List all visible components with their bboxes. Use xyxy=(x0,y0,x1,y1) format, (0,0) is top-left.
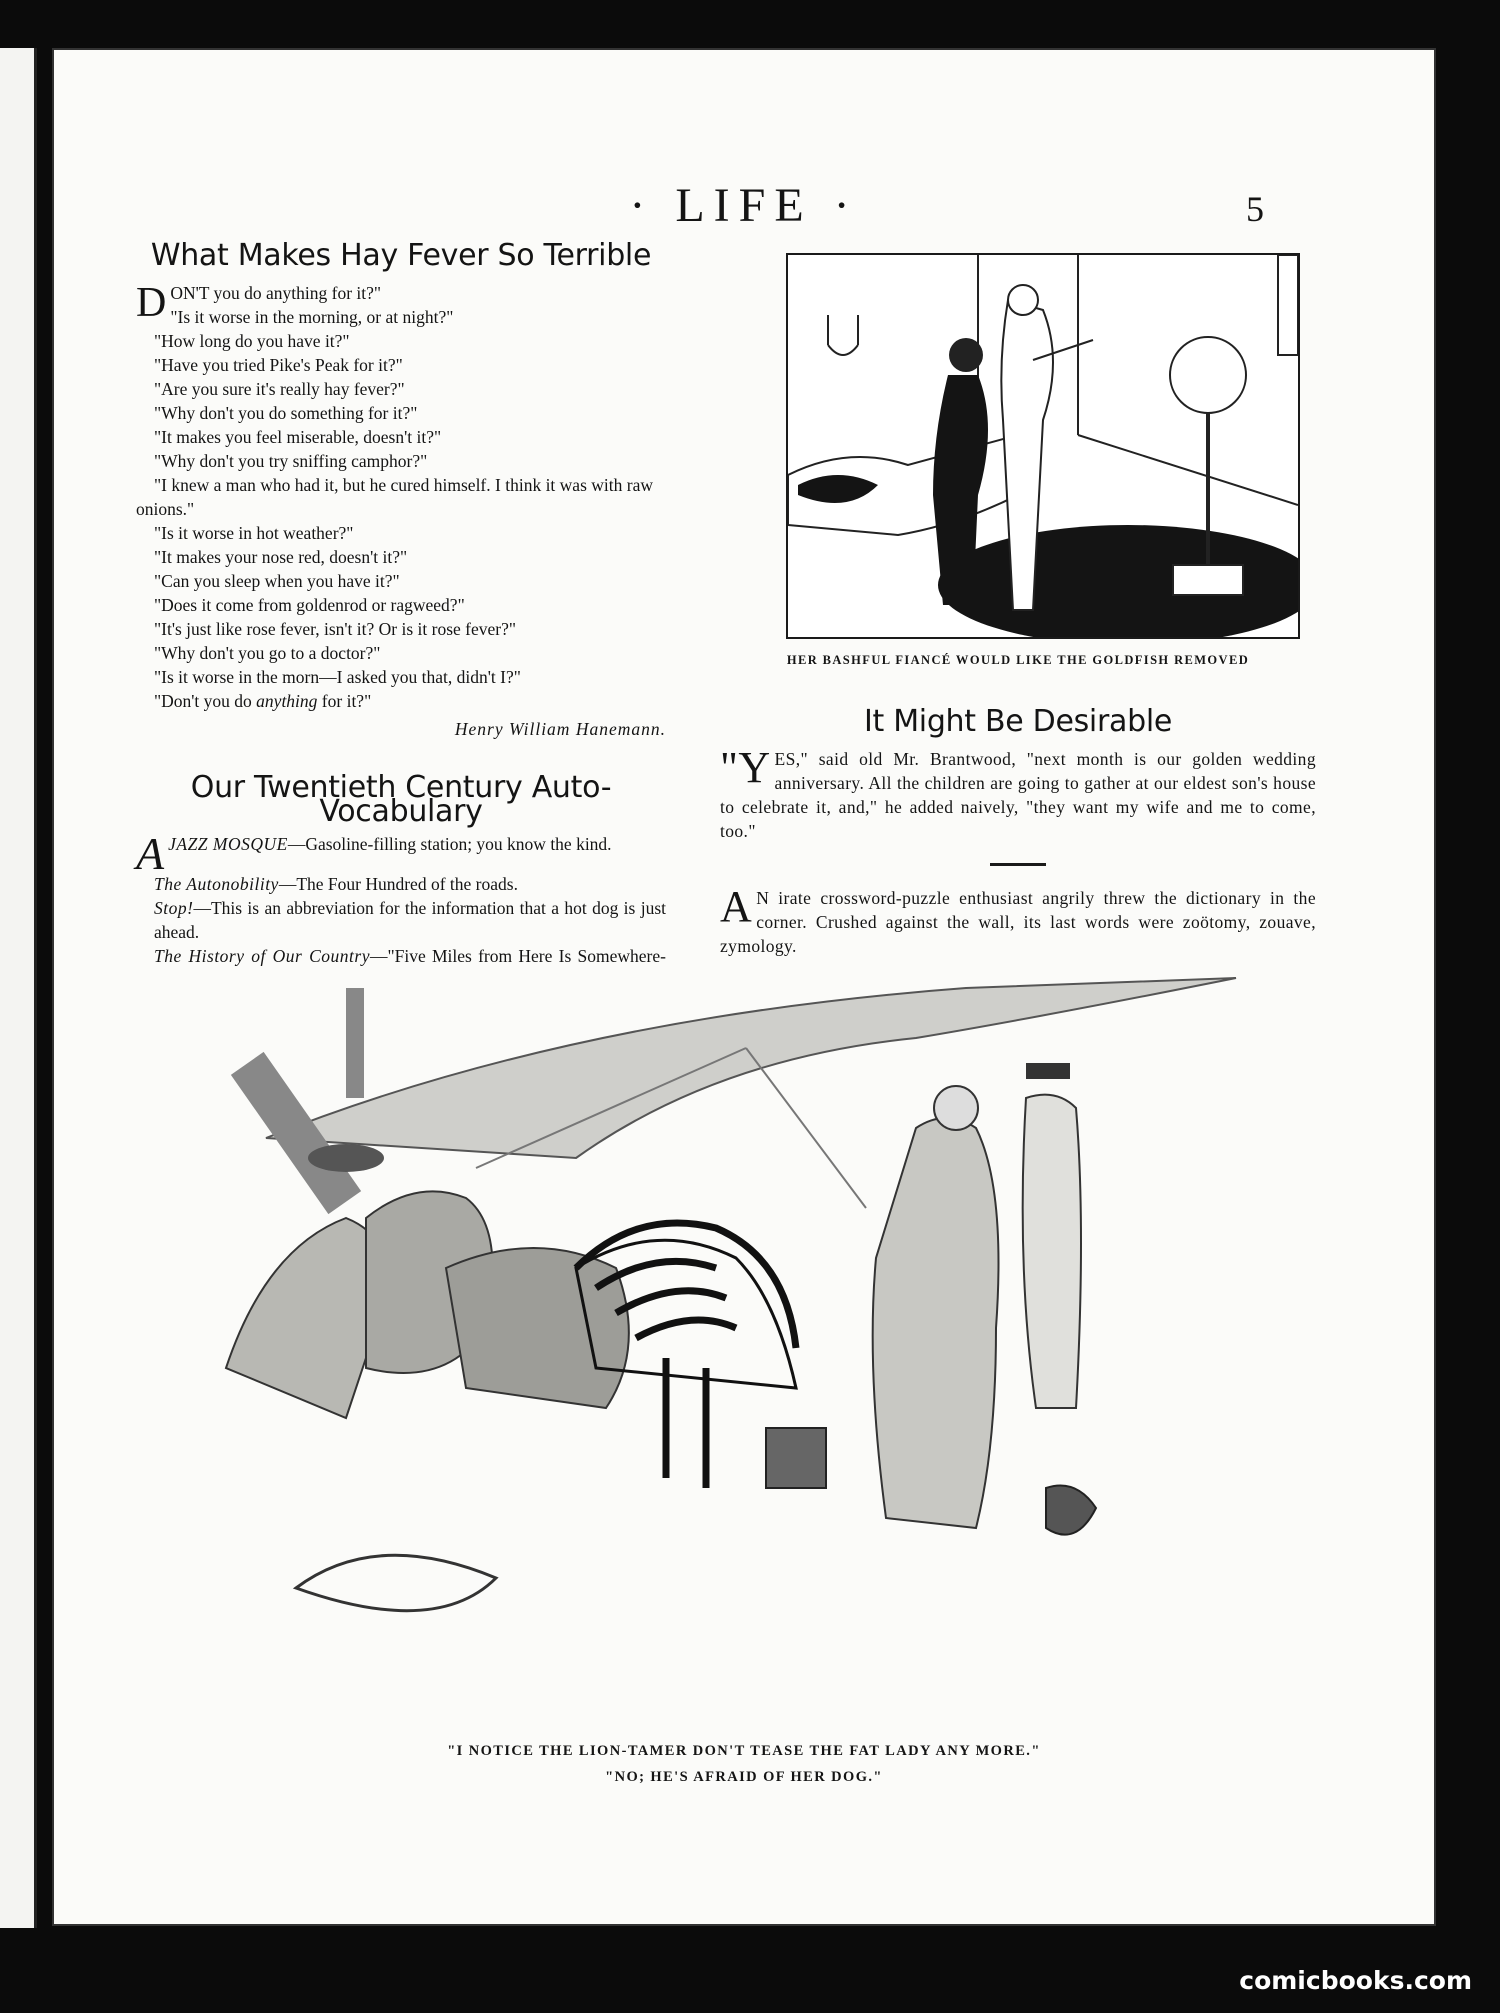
poem-line: "Does it come from goldenrod or ragweed?" xyxy=(154,595,465,615)
vocab-entry xyxy=(136,896,666,944)
vocab-entry xyxy=(136,872,666,896)
paragraph-text: ES," said old Mr. Brantwood, "next month is our golden wedding anniversary. All the children are going to gather at our eldest son's house to celebrate it, and," he added naively, "they want my wife and me to come, too." xyxy=(720,749,1316,841)
paragraph-text: N irate crossword-puzzle enthusiast angrily threw the dictionary in the corner. Crushed against the wall, its last words were zoötomy, zouave, zymology. xyxy=(720,888,1316,956)
poem-line: "Can you sleep when you have it?" xyxy=(154,571,400,591)
poem-line: "It makes your nose red, doesn't it?" xyxy=(154,547,408,567)
desirable-article xyxy=(720,704,1316,843)
page-number: 5 xyxy=(1246,189,1264,229)
hay-fever-title: What Makes Hay Fever So Terrible xyxy=(150,238,652,273)
previous-page-edge xyxy=(0,48,37,1928)
poem-last-line xyxy=(136,689,666,713)
hay-fever-poem xyxy=(136,281,666,713)
left-column xyxy=(136,238,666,1018)
circus-caption xyxy=(52,1738,1436,1790)
vocab-definition: —This is an abbreviation for the information that a hot dog is just ahead. xyxy=(154,898,666,942)
poem-line: "Why don't you go to a doctor?" xyxy=(154,643,381,663)
desirable-text xyxy=(720,743,1316,843)
poem-line: "It makes you feel miserable, doesn't it?" xyxy=(154,427,442,447)
poem-line: "Have you tried Pike's Peak for it?" xyxy=(154,355,403,375)
vocab-term: The Autonobility xyxy=(154,874,279,894)
dropcap: A xyxy=(136,828,165,879)
circus-cartoon xyxy=(146,968,1326,1718)
auto-vocab-title: Our Twentieth Century Auto-Vocabulary xyxy=(190,770,612,829)
poem-line: "Is it worse in the morning, or at night?" xyxy=(170,307,454,327)
poem-line: "Are you sure it's really hay fever?" xyxy=(154,379,405,399)
divider-rule xyxy=(990,863,1046,866)
poem-line: "Is it worse in the morn—I asked you that, didn't I?" xyxy=(154,667,521,687)
poem-line: "Why don't you do something for it?" xyxy=(154,403,418,423)
goldfish-cartoon xyxy=(786,253,1300,639)
poem-line: "It's just like rose fever, isn't it? Or is it rose fever?" xyxy=(154,619,517,639)
vocab-term: JAZZ MOSQUE xyxy=(168,834,288,854)
crossword-text xyxy=(720,882,1316,958)
vocab-definition: —Gasoline-filling station; you know the kind. xyxy=(287,834,612,854)
poem-line: ON'T you do anything for it?" xyxy=(170,283,382,303)
vocab-definition: —"Five Miles from Here Is Somewhere- xyxy=(369,946,666,966)
vocab-term: The History of Our Country xyxy=(154,946,370,966)
vocab-definition: —The Four Hundred of the roads. xyxy=(278,874,518,894)
dropcap: D xyxy=(136,280,167,326)
text: "Don't you do xyxy=(154,691,257,711)
poem-line: "How long do you have it?" xyxy=(154,331,350,351)
dropcap: "Y xyxy=(720,743,771,792)
vocab-entry xyxy=(136,828,666,879)
poem-line: "I knew a man who had it, but he cured himself. I think it was with raw onions." xyxy=(136,475,653,519)
caption-line: "I NOTICE THE LION-TAMER DON'T TEASE THE FAT LADY ANY MORE." xyxy=(447,1743,1041,1759)
circus-illustration xyxy=(146,968,1326,1718)
magazine-page xyxy=(52,48,1436,1926)
poem-line: "Why don't you try sniffing camphor?" xyxy=(154,451,428,471)
hay-fever-author: Henry William Hanemann. xyxy=(454,719,666,739)
dropcap: A xyxy=(720,882,753,931)
vocab-term: Stop! xyxy=(154,898,194,918)
poem-line: "Is it worse in hot weather?" xyxy=(154,523,354,543)
desirable-title: It Might Be Desirable xyxy=(863,704,1173,739)
emphasis: anything xyxy=(256,691,318,711)
goldfish-caption: HER BASHFUL FIANCÉ WOULD LIKE THE GOLDFISH REMOVED xyxy=(786,653,1250,667)
masthead: · LIFE · xyxy=(629,179,859,232)
text: for it?" xyxy=(317,691,372,711)
goldfish-illustration xyxy=(788,255,1298,637)
site-watermark: comicbooks.com xyxy=(1239,1966,1472,1995)
right-column xyxy=(720,253,1316,958)
caption-line: "NO; HE'S AFRAID OF HER DOG." xyxy=(605,1769,883,1785)
